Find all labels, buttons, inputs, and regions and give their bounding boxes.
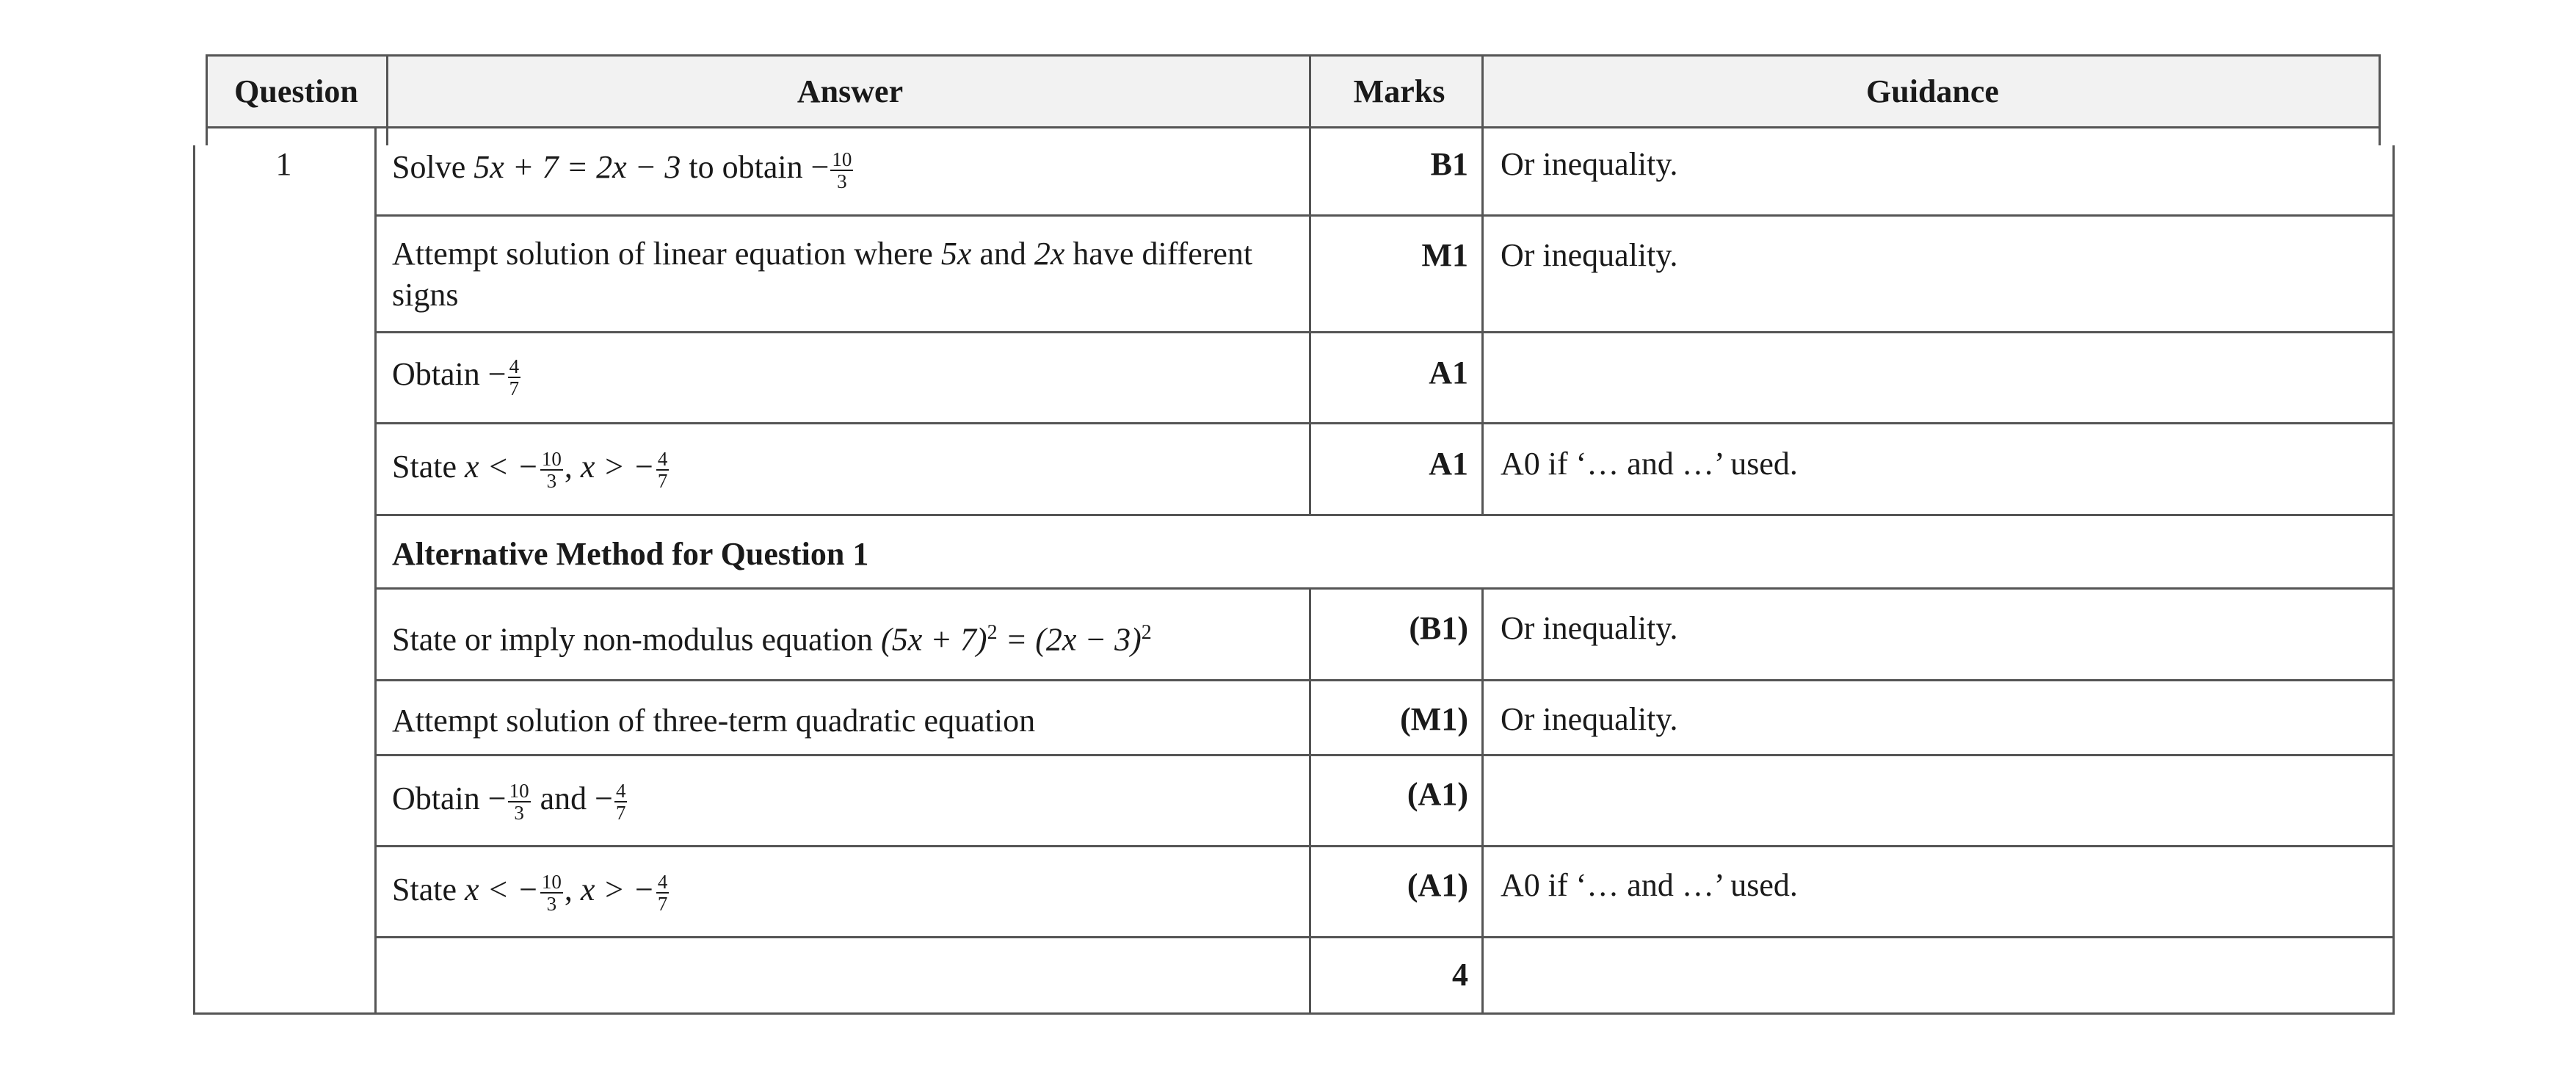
minus-sign: −	[487, 780, 507, 816]
mark-cell: (A1)	[1407, 867, 1468, 903]
denominator: 7	[657, 469, 668, 492]
comma: ,	[564, 449, 573, 485]
row-separator	[374, 331, 2395, 333]
total-marks: 4	[1452, 957, 1468, 993]
row-separator	[374, 214, 2395, 217]
answer-cell	[392, 778, 1288, 823]
inequality: x < −	[464, 871, 539, 907]
answer-text: Obtain	[392, 356, 480, 392]
header-divider	[386, 54, 388, 145]
numerator: 10	[541, 870, 562, 893]
fraction	[656, 871, 670, 914]
header-marks: Marks	[1353, 73, 1445, 109]
inequality: x < −	[464, 449, 539, 485]
row-separator	[374, 845, 2395, 847]
guidance-cell: Or inequality.	[1501, 701, 1678, 737]
body-right-border	[2392, 145, 2395, 1015]
numerator: 4	[509, 355, 520, 377]
column-divider	[1481, 54, 1484, 515]
header-answer: Answer	[797, 73, 904, 109]
answer-text: State	[392, 449, 457, 485]
inequality: x > −	[580, 449, 655, 485]
answer-cell	[392, 700, 1288, 742]
numerator: 10	[832, 148, 852, 170]
guidance-cell: Or inequality.	[1501, 146, 1678, 182]
denominator: 3	[514, 801, 524, 824]
answer-text: State or imply non-modulus equation	[392, 621, 874, 658]
mark-cell: B1	[1430, 146, 1468, 182]
numerator: 4	[657, 870, 668, 893]
row-separator	[374, 754, 2395, 756]
comma: ,	[564, 871, 573, 907]
answer-text: Solve	[392, 149, 466, 185]
mark-cell: A1	[1429, 355, 1468, 391]
minus-sign: −	[487, 356, 507, 392]
mark-cell: M1	[1421, 237, 1468, 273]
header-divider	[2379, 54, 2381, 145]
section-heading: Alternative Method for Question 1	[392, 536, 869, 572]
fraction	[830, 149, 853, 192]
row-separator	[374, 679, 2395, 681]
header-divider	[206, 54, 208, 145]
column-divider	[1481, 589, 1484, 1015]
guidance-cell: Or inequality.	[1501, 610, 1678, 646]
answer-cell	[392, 446, 1288, 491]
row-separator	[374, 936, 2395, 938]
row-separator	[374, 422, 2395, 424]
answer-text: and	[979, 236, 1026, 272]
answer-cell	[392, 147, 1288, 192]
answer-cell	[392, 233, 1288, 316]
fraction	[614, 780, 628, 823]
table-header	[206, 54, 2380, 128]
answer-text: Attempt solution of linear equation where	[392, 236, 933, 272]
numerator: 10	[541, 447, 562, 470]
mark-cell: (M1)	[1400, 701, 1468, 737]
denominator: 7	[615, 801, 626, 824]
minus-sign: −	[595, 780, 613, 816]
denominator: 7	[657, 892, 668, 915]
numerator: 4	[657, 447, 668, 470]
row-separator	[374, 587, 2395, 590]
mark-cell: (B1)	[1409, 610, 1468, 646]
column-divider	[374, 126, 377, 1015]
header-question: Question	[234, 73, 358, 109]
answer-cell	[392, 354, 1288, 399]
exponent: 2	[987, 621, 998, 644]
fraction	[508, 356, 521, 399]
math-expression: = (2x − 3)	[1005, 621, 1142, 658]
header-guidance: Guidance	[1866, 73, 1999, 109]
guidance-cell: A0 if ‘… and …’ used.	[1501, 867, 1798, 903]
denominator: 3	[546, 892, 557, 915]
row-separator	[374, 514, 2395, 516]
minus-sign: −	[810, 149, 830, 185]
fraction	[540, 871, 563, 914]
body-bottom-border	[193, 1012, 2395, 1015]
answer-text: and	[540, 780, 587, 816]
answer-cell	[392, 869, 1288, 914]
header-bottom-line	[206, 126, 2380, 128]
fraction	[540, 449, 563, 491]
column-divider	[1309, 54, 1311, 515]
header-top-line	[206, 54, 2380, 57]
mark-cell: A1	[1429, 446, 1468, 482]
column-divider	[1309, 589, 1311, 1015]
answer-text: have different signs	[392, 236, 1253, 313]
numerator: 4	[615, 779, 626, 802]
numerator: 10	[509, 779, 529, 802]
answer-text: Attempt solution of three-term quadratic equation	[392, 703, 1036, 739]
fraction	[508, 780, 531, 823]
answer-cell	[392, 612, 1288, 661]
inequality: x > −	[580, 871, 655, 907]
guidance-cell: Or inequality.	[1501, 237, 1678, 273]
math-term: 2x	[1034, 236, 1065, 272]
fraction	[656, 449, 670, 491]
body-left-border	[193, 145, 195, 1015]
answer-text: Obtain	[392, 780, 480, 816]
denominator: 7	[509, 377, 520, 399]
answer-text: State	[392, 871, 457, 907]
denominator: 3	[546, 469, 557, 492]
math-expression: 5x + 7 = 2x − 3	[474, 149, 681, 185]
math-term: 5x	[940, 236, 972, 272]
mark-cell: (A1)	[1407, 776, 1468, 812]
question-number: 1	[275, 146, 292, 182]
denominator: 3	[837, 170, 847, 192]
exponent: 2	[1141, 621, 1152, 644]
answer-text: to obtain	[689, 149, 803, 185]
guidance-cell: A0 if ‘… and …’ used.	[1501, 446, 1798, 482]
math-expression: (5x + 7)	[881, 621, 987, 658]
